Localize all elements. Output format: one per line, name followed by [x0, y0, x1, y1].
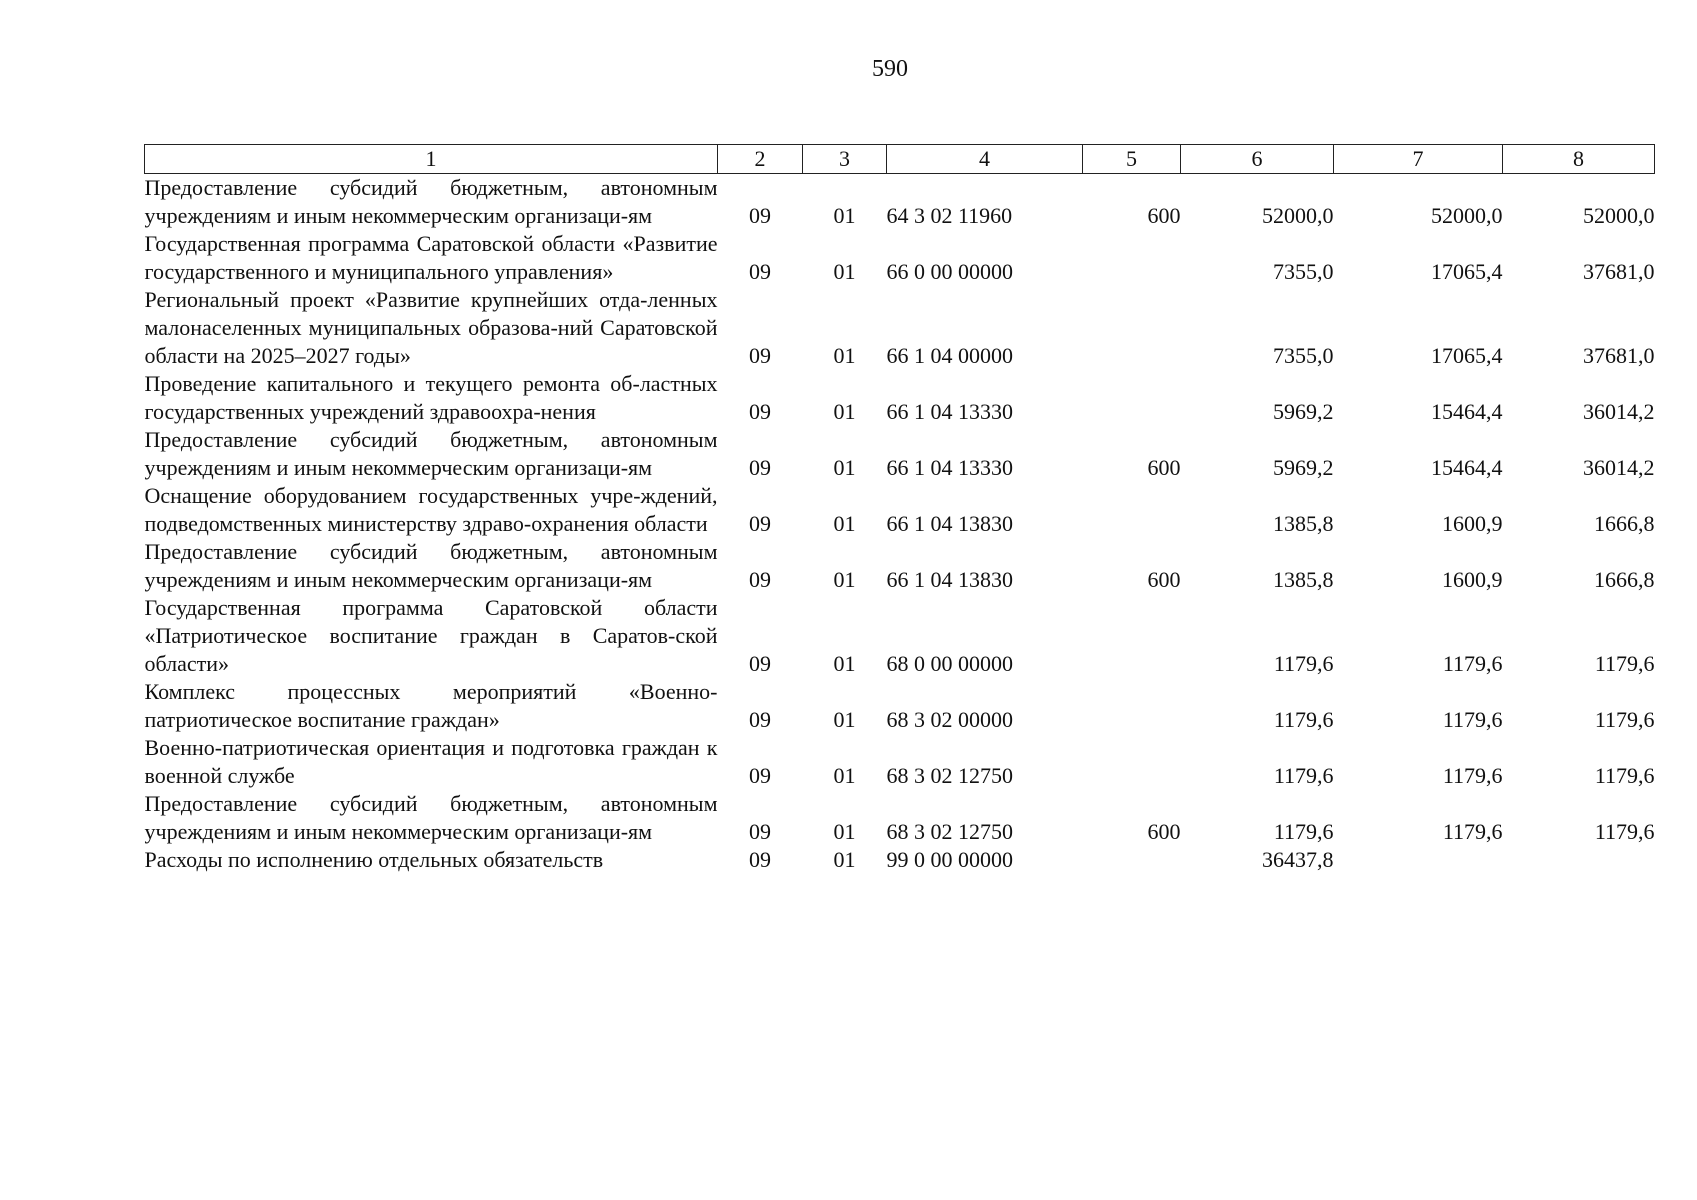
section-code: 09: [749, 847, 771, 872]
amount-year-3: 1666,8: [1594, 567, 1655, 592]
expense-type-code: [1083, 678, 1181, 734]
amount-year-2: 1600,9: [1442, 511, 1503, 536]
section-code: 09: [749, 567, 771, 592]
expense-type-code: [1083, 286, 1181, 370]
amount-year-3: 37681,0: [1583, 343, 1655, 368]
target-article-code: 66 1 04 13830: [886, 567, 1013, 592]
amount-year-2: 15464,4: [1431, 455, 1503, 480]
table-row: [145, 482, 1655, 538]
amount-year-3: 1666,8: [1594, 511, 1655, 536]
expense-type-code: [1083, 482, 1181, 538]
subsection-code: 01: [833, 343, 856, 368]
amount-year-2: 1179,6: [1442, 651, 1503, 676]
amount-year-1: 1179,6: [1273, 651, 1334, 676]
budget-table: [144, 144, 1655, 874]
section-code: 09: [749, 399, 771, 424]
table-body: [145, 174, 1655, 875]
amount-year-1: 1179,6: [1273, 819, 1334, 844]
target-article-code: 99 0 00 00000: [886, 847, 1013, 872]
amount-year-1: 52000,0: [1262, 203, 1334, 228]
table-row: [145, 790, 1655, 846]
amount-year-3: 1179,6: [1594, 819, 1655, 844]
subsection-code: 01: [833, 455, 856, 480]
amount-year-2: 17065,4: [1431, 259, 1503, 284]
table-row: [145, 230, 1655, 286]
target-article-code: 66 1 04 00000: [886, 343, 1013, 368]
row-name: Предоставление субсидий бюджетным, автономным учреждениям и иным некоммерческим организаци-ям: [144, 539, 718, 592]
amount-year-1: 5969,2: [1273, 455, 1334, 480]
row-name: Расходы по исполнению отдельных обязательств: [144, 847, 604, 872]
row-name: Государственная программа Саратовской области «Патриотическое воспитание граждан в Саратов-ской области»: [144, 595, 718, 676]
target-article-code: 68 3 02 00000: [886, 707, 1013, 732]
target-article-code: 66 1 04 13330: [886, 399, 1013, 424]
table-row: [145, 538, 1655, 594]
row-name: Предоставление субсидий бюджетным, автономным учреждениям и иным некоммерческим организаци-ям: [144, 175, 718, 228]
subsection-code: 01: [833, 847, 856, 872]
table-row: [145, 678, 1655, 734]
row-name: Военно-патриотическая ориентация и подготовка граждан к военной службе: [144, 735, 718, 788]
row-name: Предоставление субсидий бюджетным, автономным учреждениям и иным некоммерческим организаци-ям: [144, 791, 718, 844]
subsection-code: 01: [833, 399, 856, 424]
subsection-code: 01: [833, 763, 856, 788]
table-row: [145, 286, 1655, 370]
header-cell-6: 6: [1181, 145, 1334, 174]
amount-year-3: 1179,6: [1594, 763, 1655, 788]
target-article-code: 68 3 02 12750: [886, 819, 1013, 844]
amount-year-1: 7355,0: [1273, 343, 1334, 368]
section-code: 09: [749, 259, 771, 284]
section-code: 09: [749, 203, 771, 228]
amount-year-2: 15464,4: [1431, 399, 1503, 424]
amount-year-1: 7355,0: [1273, 259, 1334, 284]
section-code: 09: [749, 763, 771, 788]
expense-type-code: [1083, 594, 1181, 678]
amount-year-3: 1179,6: [1594, 651, 1655, 676]
row-name: Проведение капитального и текущего ремонта об-ластных государственных учреждений здравоохра-нения: [144, 371, 718, 424]
expense-type-code: [1083, 370, 1181, 426]
target-article-code: 68 3 02 12750: [886, 763, 1013, 788]
amount-year-2: 1179,6: [1442, 819, 1503, 844]
section-code: 09: [749, 819, 771, 844]
row-name: Оснащение оборудованием государственных учре-ждений, подведомственных министерству здраво-охранения области: [144, 483, 718, 536]
row-name: Государственная программа Саратовской области «Развитие государственного и муниципального управления»: [144, 231, 718, 284]
amount-year-1: 5969,2: [1273, 399, 1334, 424]
amount-year-1: 36437,8: [1262, 847, 1334, 872]
section-code: 09: [749, 455, 771, 480]
amount-year-3: [1503, 846, 1655, 874]
amount-year-1: 1385,8: [1273, 511, 1334, 536]
amount-year-1: 1385,8: [1273, 567, 1334, 592]
subsection-code: 01: [833, 707, 856, 732]
header-cell-8: 8: [1503, 145, 1655, 174]
header-row: [145, 145, 1655, 174]
expense-type-code: 600: [1147, 455, 1181, 480]
section-code: 09: [749, 651, 771, 676]
header-cell-5: 5: [1083, 145, 1181, 174]
subsection-code: 01: [833, 511, 856, 536]
amount-year-3: 37681,0: [1583, 259, 1655, 284]
amount-year-3: 52000,0: [1583, 203, 1655, 228]
row-name: Комплекс процессных мероприятий «Военно-патриотическое воспитание граждан»: [144, 679, 718, 732]
subsection-code: 01: [833, 567, 856, 592]
expense-type-code: 600: [1147, 567, 1181, 592]
table-row: [145, 370, 1655, 426]
amount-year-2: 1600,9: [1442, 567, 1503, 592]
page-number: 590: [872, 56, 908, 82]
header-cell-7: 7: [1334, 145, 1503, 174]
amount-year-2: 1179,6: [1442, 763, 1503, 788]
subsection-code: 01: [833, 651, 856, 676]
expense-type-code: [1083, 846, 1181, 874]
header-cell-1: 1: [145, 145, 718, 174]
target-article-code: 66 0 00 00000: [886, 259, 1013, 284]
target-article-code: 64 3 02 11960: [886, 203, 1013, 228]
subsection-code: 01: [833, 819, 856, 844]
amount-year-2: 17065,4: [1431, 343, 1503, 368]
subsection-code: 01: [833, 203, 856, 228]
expense-type-code: 600: [1147, 203, 1181, 228]
section-code: 09: [749, 511, 771, 536]
section-code: 09: [749, 343, 771, 368]
table-row: [145, 174, 1655, 231]
row-name: Предоставление субсидий бюджетным, автономным учреждениям и иным некоммерческим организаци-ям: [144, 427, 718, 480]
amount-year-1: 1179,6: [1273, 707, 1334, 732]
amount-year-3: 36014,2: [1583, 455, 1655, 480]
amount-year-2: [1334, 846, 1503, 874]
target-article-code: 68 0 00 00000: [886, 651, 1013, 676]
row-name: Региональный проект «Развитие крупнейших отда-ленных малонаселенных муниципальных образова-ний Саратовской области на 2025–2027 годы»: [144, 287, 718, 368]
amount-year-3: 1179,6: [1594, 707, 1655, 732]
amount-year-2: 52000,0: [1431, 203, 1503, 228]
subsection-code: 01: [833, 259, 856, 284]
target-article-code: 66 1 04 13830: [886, 511, 1013, 536]
expense-type-code: [1083, 734, 1181, 790]
table-row: [145, 426, 1655, 482]
expense-type-code: 600: [1147, 819, 1181, 844]
section-code: 09: [749, 707, 771, 732]
table-row: [145, 846, 1655, 874]
expense-type-code: [1083, 230, 1181, 286]
header-cell-4: 4: [887, 145, 1083, 174]
amount-year-3: 36014,2: [1583, 399, 1655, 424]
header-cell-2: 2: [718, 145, 803, 174]
target-article-code: 66 1 04 13330: [886, 455, 1013, 480]
table-row: [145, 594, 1655, 678]
amount-year-2: 1179,6: [1442, 707, 1503, 732]
header-cell-3: 3: [803, 145, 887, 174]
amount-year-1: 1179,6: [1273, 763, 1334, 788]
table-row: [145, 734, 1655, 790]
